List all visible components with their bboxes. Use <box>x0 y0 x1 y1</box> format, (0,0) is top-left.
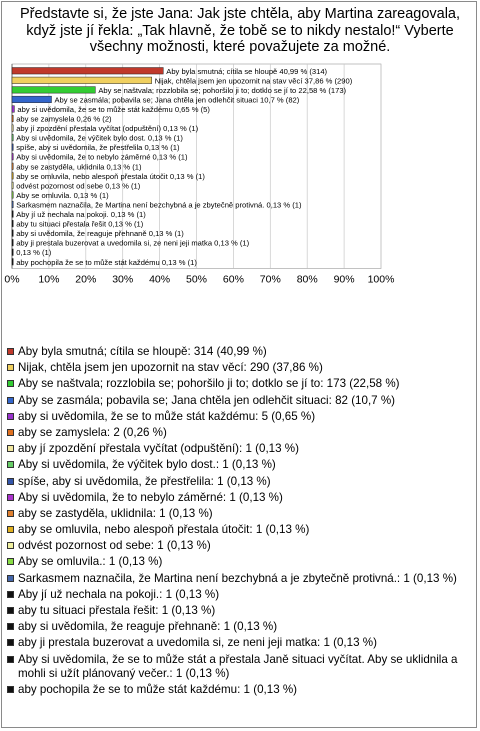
legend-label: aby se zastyděla, uklidnila: 1 (0,13 %) <box>18 506 213 520</box>
legend-swatch <box>7 478 14 485</box>
bar-data-label: Aby se naštvala; rozzlobila se; pohoršilo ji to; dotklo se jí to 22,58 % (173) <box>98 85 347 95</box>
bar-data-label: aby se zamyslela 0,26 % (2) <box>16 114 112 124</box>
bar <box>12 192 13 199</box>
x-tick-label: 70% <box>259 273 281 286</box>
bar-data-label: odvést pozornost od sebe 0,13 % (1) <box>16 181 141 191</box>
bar <box>12 173 13 180</box>
x-tick-label: 20% <box>75 273 97 286</box>
bar-data-label: aby tu situaci přestala řešit 0,13 % (1) <box>16 219 144 229</box>
x-tick-label: 30% <box>112 273 134 286</box>
legend-entry <box>6 683 476 697</box>
bar <box>12 211 13 218</box>
legend-entry <box>6 572 476 586</box>
bar-data-label: Aby se omluvila. 0,13 % (1) <box>16 190 109 200</box>
bar-data-label: Aby byla smutná; cítila se hloupě 40,99 % (314) <box>166 66 328 76</box>
legend-label: aby si uvědomila, že reaguje přehnaně: 1 (0,13 %) <box>18 620 278 634</box>
legend-entry <box>6 604 476 618</box>
legend-swatch <box>7 591 14 598</box>
legend-label: aby ji prestala buzerovat a uvedomila si, ze neni jeji matka: 1 (0,13 %) <box>18 636 377 650</box>
bar-data-label: Sarkasmem naznačila, že Martina není bezchybná a je zbytečně protivná. 0,13 % (1) <box>16 200 302 210</box>
bar <box>12 259 13 266</box>
legend-entry <box>6 361 476 375</box>
bar <box>12 77 152 84</box>
legend-label: aby pochopila že se to může stát každému: 1 (0,13 %) <box>18 682 298 696</box>
legend-entry <box>6 394 476 408</box>
bar-data-label: aby pochopila že se to může stát každému 0,13 % (1) <box>16 257 197 267</box>
bar-data-label: aby si uvědomila, že reaguje přehnaně 0,13 % (1) <box>16 229 184 239</box>
bar-data-label: aby se omluvila, nebo alespoň přestala útočit 0,13 % (1) <box>16 171 205 181</box>
x-tick-label: 100% <box>367 273 395 286</box>
legend-swatch <box>7 364 14 371</box>
x-tick-label: 0% <box>4 273 20 286</box>
legend-label: aby jí zpozdění přestala vyčítat (odpuštění): 1 (0,13 %) <box>18 442 299 456</box>
legend-entry <box>6 620 476 634</box>
legend-swatch <box>7 558 14 565</box>
legend-swatch <box>7 526 14 533</box>
bar <box>12 115 13 122</box>
legend-swatch <box>7 429 14 436</box>
legend-label: Sarkasmem naznačila, že Martina není bezchybná a je zbytečně protivná.: 1 (0,13 %) <box>18 571 457 585</box>
legend-swatch <box>7 380 14 387</box>
x-tick-label: 10% <box>38 273 60 286</box>
legend-label: odvést pozornost od sebe: 1 (0,13 %) <box>18 539 211 553</box>
legend-swatch <box>7 494 14 501</box>
bar <box>12 153 13 160</box>
legend-entry <box>6 539 476 553</box>
legend-entry <box>6 491 476 505</box>
legend-label: aby se zamyslela: 2 (0,26 %) <box>18 425 167 439</box>
bar-data-label: Aby jí už nechala na pokoji. 0,13 % (1) <box>16 210 146 220</box>
bar-data-label: aby jí zpozdění přestala vyčítat (odpuštění) 0,13 % (1) <box>16 124 199 134</box>
legend-label: aby si uvědomila, že se to může stát každému: 5 (0,65 %) <box>18 409 316 423</box>
legend-label: Aby si uvědomila, že se to může stát a přestala Janě situaci vyčítat. Aby se uklidnila a mohli si užít plánovaný večer.: 1 (0,13 %) <box>18 652 458 680</box>
legend-label: Aby si uvědomila, že to nebylo záměrné: 1 (0,13 %) <box>18 490 283 504</box>
legend-label: Aby se omluvila.: 1 (0,13 %) <box>18 555 163 569</box>
bar <box>12 134 13 141</box>
bar <box>12 201 13 208</box>
legend <box>6 345 476 699</box>
bar <box>12 68 163 75</box>
legend-entry <box>6 588 476 602</box>
x-tick-label: 60% <box>222 273 244 286</box>
bar-data-label: aby si uvědomila, že se to může stát každému 0,65 % (5) <box>17 104 210 114</box>
legend-entry <box>6 377 476 391</box>
legend-entry <box>6 442 476 456</box>
legend-entry <box>6 523 476 537</box>
legend-label: Aby byla smutná; cítila se hloupě: 314 (40,99 %) <box>18 345 267 358</box>
x-tick-label: 90% <box>333 273 355 286</box>
bar-data-label: spíše, aby si uvědomila, že přestřelila 0,13 % (1) <box>16 143 180 153</box>
legend-swatch <box>7 639 14 646</box>
bar <box>12 220 13 227</box>
bar-data-label: Nijak, chtěla jsem jen upozornit na stav věcí 37,86 % (290) <box>154 76 353 86</box>
x-tick-label: 50% <box>185 273 208 286</box>
bar <box>12 106 14 113</box>
legend-entry <box>6 507 476 521</box>
bar-data-label: 0,13 % (1) <box>16 248 52 258</box>
legend-swatch <box>7 461 14 468</box>
bar <box>12 96 51 103</box>
bar <box>12 87 95 94</box>
legend-swatch <box>7 510 14 517</box>
legend-swatch <box>7 607 14 614</box>
legend-label: spíše, aby si uvědomila, že přestřelila: 1 (0,13 %) <box>18 474 271 488</box>
bar <box>12 230 13 237</box>
bar <box>12 125 13 132</box>
legend-label: Aby se zasmála; pobavila se; Jana chtěla jen odlehčit situaci: 82 (10,7 %) <box>18 393 396 407</box>
legend-label: aby se omluvila, nebo alespoň přestala útočit: 1 (0,13 %) <box>18 523 310 537</box>
legend-entry <box>6 458 476 472</box>
legend-entry <box>6 475 476 489</box>
bar <box>12 239 13 246</box>
legend-swatch <box>7 445 14 452</box>
legend-entry <box>6 410 476 424</box>
bar-data-label: Aby si uvědomila, že výčitek bylo dost. 0,13 % (1) <box>16 133 183 143</box>
bar <box>12 163 13 170</box>
bar-data-label: aby ji prestala buzerovat a uvedomila si, ze neni jeji matka 0,13 % (1) <box>16 238 250 248</box>
legend-entry <box>6 636 476 650</box>
bar-data-label: aby se zastyděla, uklidnila 0,13 % (1) <box>16 162 142 172</box>
legend-entry <box>6 426 476 440</box>
legend-label: Aby se naštvala; rozzlobila se; pohoršilo ji to; dotklo se jí to: 173 (22,58 %) <box>18 377 400 391</box>
legend-label: Nijak, chtěla jsem jen upozornit na stav věcí: 290 (37,86 %) <box>18 361 323 375</box>
legend-swatch <box>7 656 14 663</box>
bar <box>12 182 13 189</box>
legend-entry <box>6 555 476 569</box>
legend-swatch <box>7 686 14 693</box>
bar-data-label: Aby se zasmála; pobavila se; Jana chtěla jen odlehčit situaci 10,7 % (82) <box>54 95 300 105</box>
x-tick-label: 80% <box>296 273 318 286</box>
legend-entry <box>6 653 476 681</box>
legend-swatch <box>7 623 14 630</box>
bar-data-label: Aby si uvědomila, že to nebylo záměrné 0,13 % (1) <box>16 152 188 162</box>
legend-swatch <box>7 348 14 355</box>
bar-chart <box>0 62 480 347</box>
bar <box>12 144 13 151</box>
legend-swatch <box>7 397 14 404</box>
bar <box>12 249 13 256</box>
legend-label: Aby jí už nechala na pokoji.: 1 (0,13 %) <box>18 587 220 601</box>
chart-title: Představte si, že jste Jana: Jak jste chtěla, aby Martina zareagovala, když jste jí řekla: „Tak hlavně, že tobě se to nikdy nestalo!“ Vyberte všechny možnosti, které považujete za možné. <box>19 6 461 55</box>
legend-label: aby tu situaci přestala řešit: 1 (0,13 %) <box>18 604 216 617</box>
legend-entry <box>6 345 476 359</box>
legend-swatch <box>7 575 14 582</box>
x-tick-label: 40% <box>149 273 171 286</box>
legend-swatch <box>7 542 14 549</box>
legend-label: Aby si uvědomila, že výčitek bylo dost.: 1 (0,13 %) <box>18 458 276 472</box>
legend-swatch <box>7 413 14 420</box>
